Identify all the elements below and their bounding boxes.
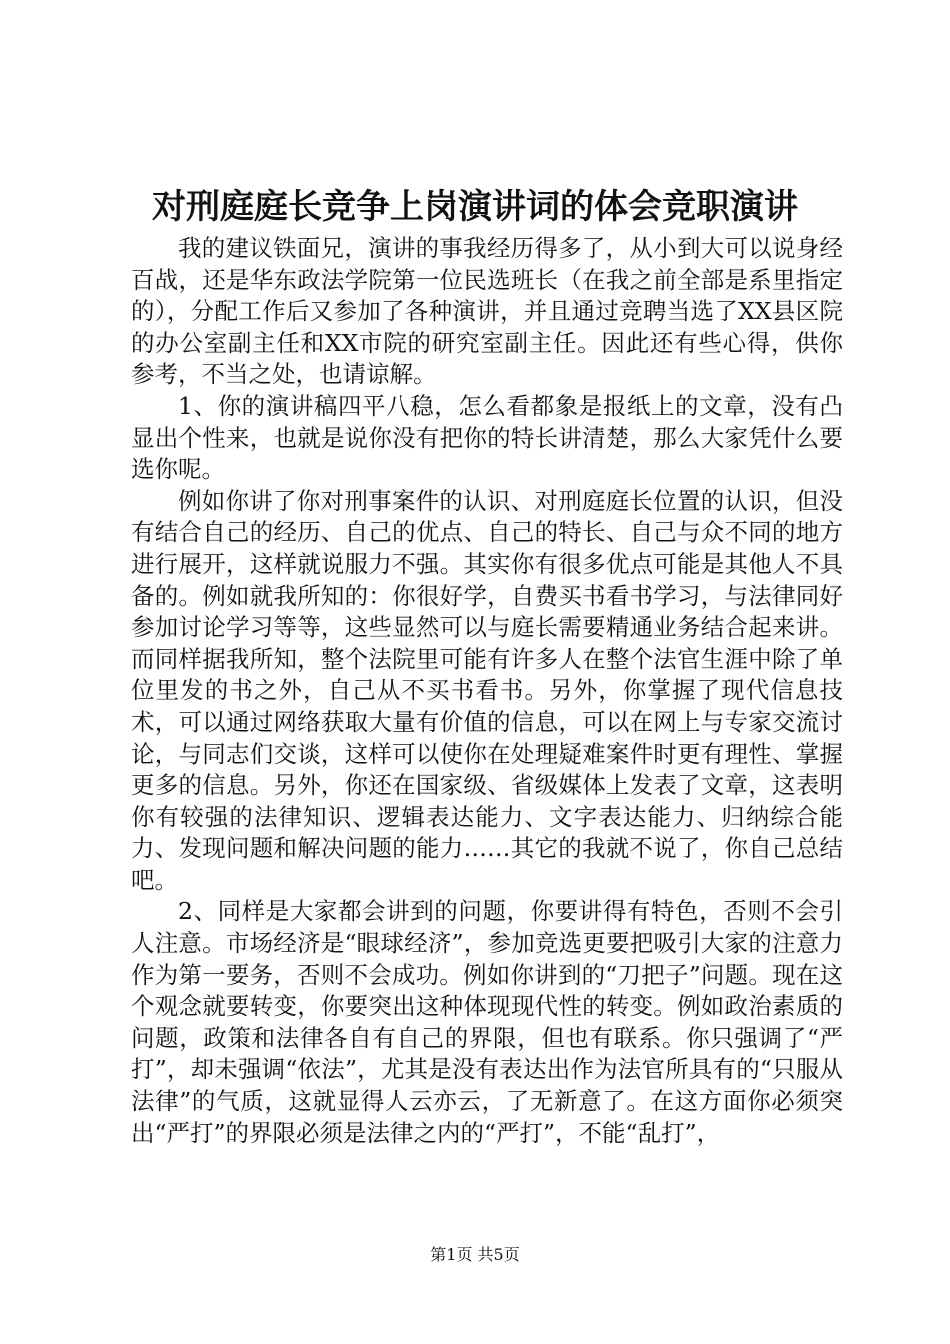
paragraph-2: 1、你的演讲稿四平八稳，怎么看都象是报纸上的文章，没有凸显出个性来，也就是说你没有把你的特长讲清楚，那么大家凭什么要选你呢。 [131,391,843,484]
document-title: 对刑庭庭长竞争上岗演讲词的体会竞职演讲 [152,187,798,227]
paragraph-3: 例如你讲了你对刑事案件的认识、对刑庭庭长位置的认识，但没有结合自己的经历、自己的优点、自己的特长、自己与众不同的地方进行展开，这样就说服力不强。其实你有很多优点可能是其他人不具备的。例如就我所知的：你很好学，自费买书看书学习，与法律同好参加讨论学习等等，这些显然可以与庭长需要精通业务结合起来讲。而同样据我所知，整个法院里可能有许多人在整个法官生涯中除了单位里发的书之外，自己从不买书看书。另外，你掌握了现代信息技术，可以通过网络获取大量有价值的信息，可以在网上与专家交流讨论，与同志们交谈，这样可以使你在处理疑难案件时更有理性、掌握更多的信息。另外，你还在国家级、省级媒体上发表了文章，这表明你有较强的法律知识、逻辑表达能力、文字表达能力、归纳综合能力、发现问题和解决问题的能力……其它的我就不说了，你自己总结吧。 [131,486,843,894]
paragraph-4: 2、同样是大家都会讲到的问题，你要讲得有特色，否则不会引人注意。市场经济是“眼球经济”，参加竞选更要把吸引大家的注意力作为第一要务，否则不会成功。例如你讲到的“刀把子”问题。现在这个观念就要转变，你要突出这种体现现代性的转变。例如政治素质的问题，政策和法律各自有自己的界限，但也有联系。你只强调了“严打”，却未强调“依法”，尤其是没有表达出作为法官所具有的“只服从法律”的气质，这就显得人云亦云，了无新意了。在这方面你必须突出“严打”的界限必须是法律之内的“严打”，不能“乱打”， [131,897,843,1147]
paragraph-1: 我的建议铁面兄，演讲的事我经历得多了，从小到大可以说身经百战，还是华东政法学院第一位民选班长（在我之前全部是系里指定的），分配工作后又参加了各种演讲，并且通过竞聘当选了XX县区院的办公室副主任和XX市院的研究室副主任。因此还有些心得，供你参考，不当之处，也请谅解。 [131,234,843,389]
page-footer: 第1页 共5页 [430,1245,520,1264]
document-body [131,233,843,1149]
